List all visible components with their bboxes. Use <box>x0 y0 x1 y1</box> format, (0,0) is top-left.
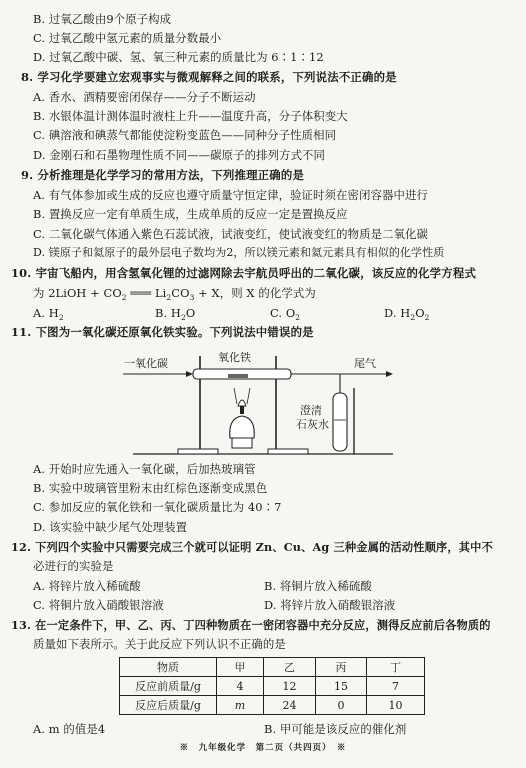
alcohol-lamp <box>230 416 255 438</box>
flame-guard-left <box>234 388 237 404</box>
lamp-flame <box>238 400 246 406</box>
label-limewater-1: 澄清 <box>300 404 322 417</box>
table-cell: m <box>217 696 264 715</box>
q7-option-d: D. 过氧乙酸中碳、氢、氧三种元素的质量比为 6∶1∶12 <box>33 50 324 64</box>
q11-option-c: C. 参加反应的氧化铁和一氧化碳质量比为 40∶7 <box>33 500 282 514</box>
q10-option-d: D. $H_2O_2$ <box>384 306 430 322</box>
tail-gas-arrowhead <box>386 371 393 377</box>
header-cell: 丙 <box>316 658 367 677</box>
header-cell: 物质 <box>120 658 217 677</box>
header-cell: 甲 <box>217 658 264 677</box>
page-footer: ※ 九年级化学 第二页（共四页） ※ <box>179 743 347 753</box>
table-cell: 反应前质量/g <box>120 677 217 696</box>
mass-table-header <box>120 658 425 677</box>
inlet-arrowhead <box>186 371 193 377</box>
iron-oxide-powder <box>228 374 248 378</box>
table-row <box>120 696 425 715</box>
q13-stem: 13. 在一定条件下，甲、乙、丙、丁四种物质在一密闭容器中充分反应，测得反应前后各物质的 <box>11 618 491 632</box>
q13-stem-cont: 质量如下表所示。关于此反应下列认识不正确的是 <box>33 637 286 651</box>
q7-option-c: C. 过氧乙酸中氢元素的质量分数最小 <box>33 31 222 45</box>
table-cell: 15 <box>316 677 367 696</box>
q9-stem: 9. 分析推理是化学学习的常用方法，下列推理正确的是 <box>21 168 305 182</box>
q8-option-d: D. 金刚石和石墨物理性质不同——碳原子的排列方式不同 <box>33 148 326 162</box>
right-stand-base <box>268 449 308 454</box>
q7-option-b: B. 过氧乙酸由9个原子构成 <box>33 12 172 26</box>
q12-option-c: C. 将铜片放入硝酸银溶液 <box>33 598 164 612</box>
q12-option-b: B. 将铜片放入稀硫酸 <box>264 579 372 593</box>
q11-option-d: D. 该实验中缺少尾气处理装置 <box>33 520 188 534</box>
mass-table <box>119 657 425 715</box>
q13-option-a: A. m 的值是4 <box>33 722 106 736</box>
table-row <box>120 677 425 696</box>
table-cell: 10 <box>367 696 425 715</box>
q10-option-b: B. $H_2O$ <box>155 306 196 322</box>
lamp-base <box>232 438 252 448</box>
q12-option-d: D. 将锌片放入硝酸银溶液 <box>264 598 396 612</box>
header-cell: 丁 <box>367 658 425 677</box>
q11-stem: 11. 下图为一氧化碳还原氧化铁实验。下列说法中错误的是 <box>11 325 314 339</box>
label-co-in: 一氧化碳 <box>124 357 168 370</box>
q10-option-a: A. $H_2$ <box>33 306 64 322</box>
table-cell: 7 <box>367 677 425 696</box>
table-cell: 4 <box>217 677 264 696</box>
q8-option-b: B. 水银体温计测体温时液柱上升——温度升高，分子体积变大 <box>33 109 348 123</box>
q11-option-b: B. 实验中玻璃管里粉末由红棕色逐渐变成黑色 <box>33 481 268 495</box>
table-cell: 12 <box>264 677 316 696</box>
q13-option-b: B. 甲可能是该反应的催化剂 <box>264 722 407 736</box>
q10-option-c: C. $O_2$ <box>270 306 301 322</box>
left-stand-base <box>178 449 218 454</box>
table-cell: 反应后质量/g <box>120 696 217 715</box>
label-limewater-2: 石灰水 <box>296 418 329 431</box>
q9-option-b: B. 置换反应一定有单质生成，生成单质的反应一定是置换反应 <box>33 207 348 221</box>
q8-stem: 8. 学习化学要建立宏观事实与微观解释之间的联系，下列说法不正确的是 <box>21 70 397 84</box>
q8-option-c: C. 碘溶液和碘蒸气都能使淀粉变蓝色——同种分子性质相同 <box>33 128 337 142</box>
label-fe2o3: 氧化铁 <box>218 351 251 364</box>
lamp-wick <box>240 406 244 414</box>
q9-option-d: D. 镁原子和氦原子的最外层电子数均为2，所以镁元素和氦元素具有相似的化学性质 <box>33 246 445 259</box>
table-cell: 0 <box>316 696 367 715</box>
label-tail-gas: 尾气 <box>354 357 376 370</box>
header-cell: 乙 <box>264 658 316 677</box>
q10-stem: 10. 宇宙飞船内，用含氢氧化锂的过滤网除去宇航员呼出的二氧化碳，该反应的化学方程式 <box>11 266 477 280</box>
test-tube <box>333 393 347 451</box>
q9-option-a: A. 有气体参加或生成的反应也遵守质量守恒定律，验证时须在密闭容器中进行 <box>33 188 428 202</box>
flame-guard-right <box>247 388 250 404</box>
co-reduction-apparatus-diagram <box>118 348 418 458</box>
q8-option-a: A. 香水、酒精要密闭保存——分子不断运动 <box>33 90 256 104</box>
q12-stem: 12. 下列四个实验中只需要完成三个就可以证明 Zn、Cu、Ag 三种金属的活动性顺序，其中不 <box>11 540 493 554</box>
q9-option-c: C. 二氧化碳气体通入紫色石蕊试液，试液变红，使试液变红的物质是二氧化碳 <box>33 227 429 241</box>
q10-equation: 为 2LiOH + $CO_2$ ═══ $Li_2CO_3 + X$，则 X 的化学式为 <box>33 286 316 302</box>
q12-stem-cont: 必进行的实验是 <box>33 559 114 573</box>
q11-option-a: A. 开始时应先通入一氧化碳，后加热玻璃管 <box>33 462 256 476</box>
q12-option-a: A. 将锌片放入稀硫酸 <box>33 579 141 593</box>
table-cell: 24 <box>264 696 316 715</box>
